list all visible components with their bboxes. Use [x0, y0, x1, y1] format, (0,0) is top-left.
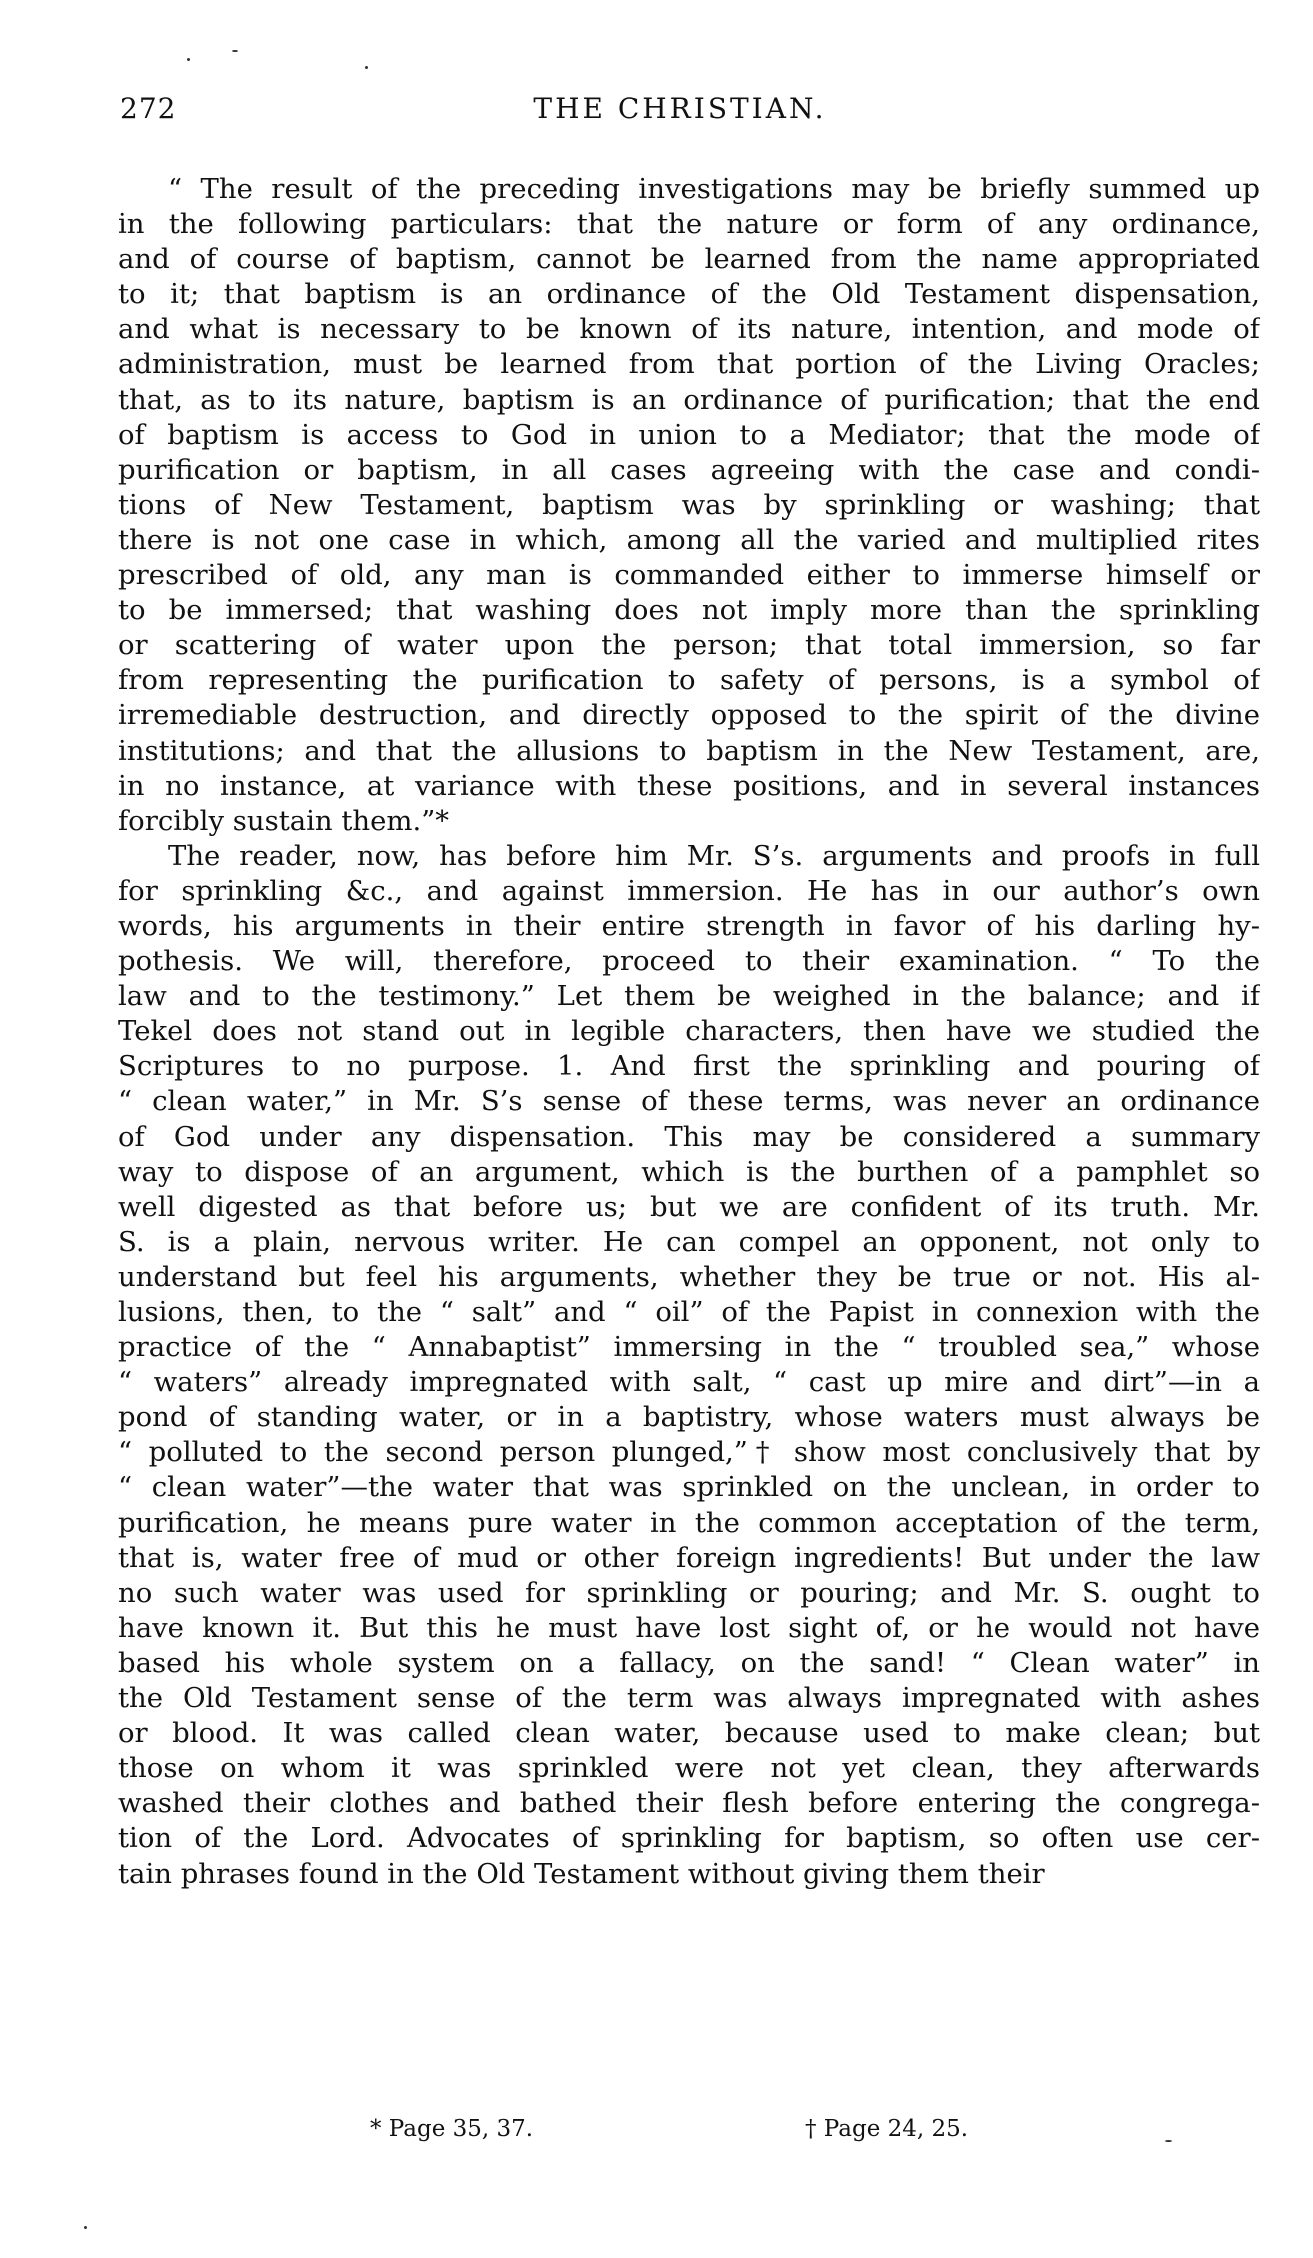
text-line: institutions; and that the allusions to baptism in the New Testament, are, — [118, 734, 1260, 767]
scan-speck — [1165, 2140, 1172, 2142]
text-line: pothesis. We will, therefore, proceed to their examination. “ To the — [118, 945, 1260, 978]
text-line: forcibly sustain them.”* — [118, 804, 450, 837]
text-line: tion of the Lord. Advocates of sprinkling for baptism, so often use cer- — [118, 1822, 1260, 1855]
text-line: well digested as that before us; but we are confident of its truth. Mr. — [118, 1190, 1260, 1223]
page-number: 272 — [120, 92, 177, 125]
text-line: based his whole system on a fallacy, on the sand! “ Clean water” in — [118, 1646, 1260, 1679]
text-line: “ clean water,” in Mr. S’s sense of these terms, was never an ordinance — [118, 1085, 1260, 1118]
text-line: law and to the testimony.” Let them be weighed in the balance; and if — [118, 980, 1260, 1013]
scan-speck — [232, 50, 238, 52]
text-line: there is not one case in which, among all the varied and multiplied rites — [118, 523, 1260, 556]
text-line: “ clean water”—the water that was sprinkled on the unclean, in order to — [118, 1471, 1260, 1504]
text-line: to it; that baptism is an ordinance of the Old Testament dispensation, — [118, 278, 1260, 311]
text-line: understand but feel his arguments, whether they be true or not. His al- — [118, 1260, 1260, 1293]
page-header — [120, 92, 1240, 132]
text-line: Tekel does not stand out in legible characters, then have we studied the — [118, 1015, 1260, 1048]
text-line: Scriptures to no purpose. 1. And first the sprinkling and pouring of — [118, 1050, 1260, 1083]
text-line: “ waters” already impregnated with salt, “ cast up mire and dirt”—in a — [118, 1366, 1260, 1399]
body-text — [118, 172, 1260, 1892]
paragraph — [118, 839, 1260, 1892]
text-line: The reader, now, has before him Mr. S’s. arguments and proofs in full — [168, 839, 1260, 872]
footnote-page-24-25: † Page 24, 25. — [805, 2116, 969, 2142]
text-line: S. is a plain, nervous writer. He can compel an opponent, not only to — [118, 1225, 1260, 1258]
footnote-page-35-37: * Page 35, 37. — [370, 2116, 534, 2142]
text-line: irremediable destruction, and directly opposed to the spirit of the divine — [118, 699, 1260, 732]
text-line: that, as to its nature, baptism is an ordinance of purification; that the end — [118, 383, 1260, 416]
text-line: and what is necessary to be known of its nature, intention, and mode of — [118, 313, 1260, 346]
text-line: tions of New Testament, baptism was by sprinkling or washing; that — [118, 488, 1260, 521]
text-line: to be immersed; that washing does not imply more than the sprinkling — [118, 594, 1260, 627]
scan-speck — [187, 58, 190, 61]
text-line: administration, must be learned from that portion of the Living Oracles; — [118, 348, 1260, 381]
text-line: pond of standing water, or in a baptistry, whose waters must always be — [118, 1401, 1260, 1434]
text-line: lusions, then, to the “ salt” and “ oil” of the Papist in connexion with the — [118, 1296, 1260, 1328]
text-line: no such water was used for sprinkling or pouring; and Mr. S. ought to — [118, 1576, 1260, 1609]
text-line: or scattering of water upon the person; that total immersion, so far — [118, 629, 1260, 662]
text-line: prescribed of old, any man is commanded either to immerse himself or — [118, 559, 1260, 592]
text-line: “ The result of the preceding investigations may be briefly summed up — [168, 173, 1260, 205]
running-head: THE CHRISTIAN. — [533, 92, 827, 125]
text-line: tain phrases found in the Old Testament without giving them their — [118, 1857, 1045, 1890]
text-line: in no instance, at variance with these positions, and in several instances — [118, 769, 1260, 802]
text-line: that is, water free of mud or other foreign ingredients! But under the law — [118, 1541, 1260, 1574]
text-line: the Old Testament sense of the term was always impregnated with ashes — [118, 1682, 1260, 1715]
text-line: purification or baptism, in all cases agreeing with the case and condi- — [118, 453, 1260, 486]
text-line: of God under any dispensation. This may be considered a summary — [118, 1120, 1260, 1153]
text-line: of baptism is access to God in union to a Mediator; that the mode of — [118, 418, 1260, 451]
text-line: practice of the “ Annabaptist” immersing in the “ troubled sea,” whose — [118, 1331, 1260, 1364]
text-line: in the following particulars: that the nature or form of any ordinance, — [118, 208, 1260, 241]
paragraph — [118, 172, 1260, 839]
text-line: purification, he means pure water in the common acceptation of the term, — [118, 1506, 1260, 1539]
footnotes — [370, 2116, 1070, 2150]
text-line: and of course of baptism, cannot be learned from the name appropriated — [118, 243, 1260, 276]
text-line: or blood. It was called clean water, because used to make clean; but — [118, 1717, 1260, 1750]
text-line: have known it. But this he must have lost sight of, or he would not have — [118, 1611, 1260, 1644]
text-line: those on whom it was sprinkled were not yet clean, they afterwards — [118, 1752, 1260, 1785]
text-line: way to dispose of an argument, which is the burthen of a pamphlet so — [118, 1155, 1260, 1188]
text-line: “ polluted to the second person plunged,”† show most conclusively that by — [118, 1436, 1260, 1469]
text-line: for sprinkling &c., and against immersion. He has in our author’s own — [118, 874, 1260, 907]
text-line: from representing the purification to safety of persons, is a symbol of — [118, 664, 1260, 697]
scan-speck — [365, 66, 368, 69]
text-line: washed their clothes and bathed their flesh before entering the congrega- — [118, 1787, 1260, 1820]
scan-speck — [84, 2226, 87, 2229]
text-line: words, his arguments in their entire strength in favor of his darling hy- — [118, 909, 1260, 942]
